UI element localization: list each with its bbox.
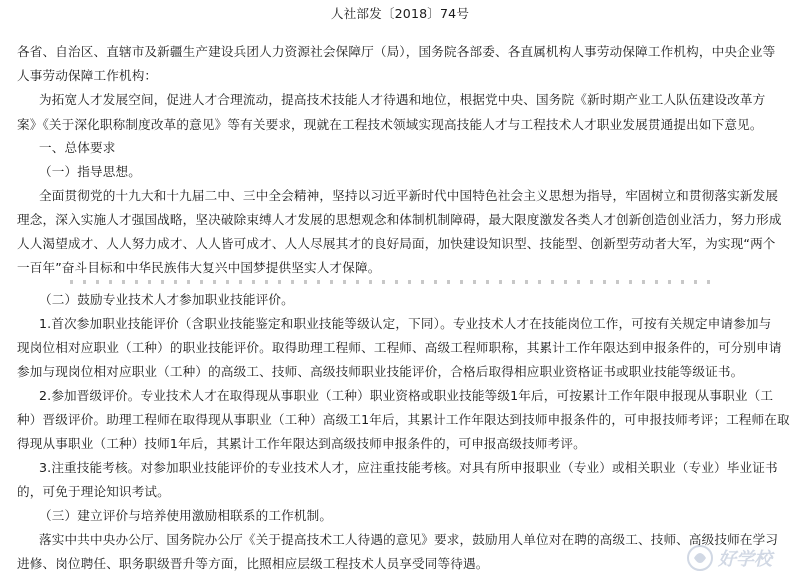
watermark-text: 好学校 — [718, 549, 772, 570]
paragraph-line: 3.注重技能考核。对参加职业技能评价的专业技术人才，应注重技能考核。对具有所申报职业（专业）或相关职业（专业）毕业证书 — [39, 460, 778, 475]
paragraph-line: 得现从事职业（工种）技师1年后，其累计工作年限达到高级技师申报条件的，可申报高级技师考评。 — [17, 436, 586, 451]
recipients-line: 人事劳动保障工作机构： — [17, 68, 158, 83]
subsection-heading: （一）指导思想。 — [39, 164, 141, 179]
watermark-logo — [686, 538, 796, 578]
section-heading: 一、总体要求 — [39, 140, 116, 155]
paragraph-line: 进修、岗位聘任、职务职级晋升等方面，比照相应层级工程技术人员享受同等待遇。 — [17, 556, 489, 571]
subsection-heading: （三）建立评价与培养使用激励相联系的工作机制。 — [39, 508, 333, 523]
paragraph-line: 1.首次参加职业技能评价（含职业技能鉴定和职业技能等级认定，下同）。专业技术人才在技能岗位工作，可按有关规定申请参加与 — [39, 316, 772, 331]
recipients-line: 各省、自治区、直辖市及新疆生产建设兵团人力资源社会保障厅（局），国务院各部委、各直属机构人事劳动保障工作机构，中央企业等 — [17, 44, 776, 59]
paragraph-line: 现岗位相对应职业（工种）的职业技能评价。取得助理工程师、工程师、高级工程师职称，其累计工作年限达到申报条件的，可分别申请 — [17, 340, 782, 355]
paragraph-line: 为拓宽人才发展空间，促进人才合理流动，提高技术技能人才待遇和地位，根据党中央、国务院《新时期产业工人队伍建设改革方 — [39, 92, 766, 107]
paragraph-line: 的，可免于理论知识考试。 — [17, 484, 170, 499]
watermark-mark-icon — [688, 546, 712, 570]
paragraph-line: 案》《关于深化职称制度改革的意见》等有关要求，现就在工程技术领域实现高技能人才与工程技术人才职业发展贯通提出如下意见。 — [17, 117, 763, 132]
paragraph-line: 理念，深入实施人才强国战略，坚决破除束缚人才发展的思想观念和体制机制障碍，最大限度激发各类人才创新创造创业活力，努力形成 — [17, 212, 782, 227]
subsection-heading: （二）鼓励专业技术人才参加职业技能评价。 — [39, 292, 294, 307]
paragraph-line: 人人渴望成才、人人努力成才、人人皆可成才、人人尽展其才的良好局面，加快建设知识型、技能型、创新型劳动者大军，为实现“两个 — [17, 236, 776, 251]
paragraph-line: 一百年”奋斗目标和中华民族伟大复兴中国梦提供坚实人才保障。 — [17, 260, 381, 275]
document-number: 人社部发〔2018〕74号 — [330, 6, 470, 21]
paragraph-line: 2.参加晋级评价。专业技术人才在取得现从事职业（工种）职业资格或职业技能等级1年后，可按累计工作年限申报现从事职业（工 — [39, 388, 774, 403]
paragraph-line: 全面贯彻党的十九大和十九届二中、三中全会精神，坚持以习近平新时代中国特色社会主义思想为指导，牢固树立和贯彻落实新发展 — [39, 188, 779, 203]
paragraph-line: 落实中共中央办公厅、国务院办公厅《关于提高技术工人待遇的意见》要求，鼓励用人单位对在聘的高级工、技师、高级技师在学习 — [39, 532, 779, 547]
paragraph-line: 参加与现岗位相对应职业（工种）的高级工、技师、高级技师职业技能评价，合格后取得相应职业资格证书或职业技能等级证书。 — [17, 364, 744, 379]
paragraph-line: 种）晋级评价。助理工程师在取得现从事职业（工种）高级工1年后，其累计工作年限达到技师申报条件的，可申报技师考评；工程师在取 — [17, 412, 790, 427]
clipped-text-artifact — [70, 280, 710, 284]
